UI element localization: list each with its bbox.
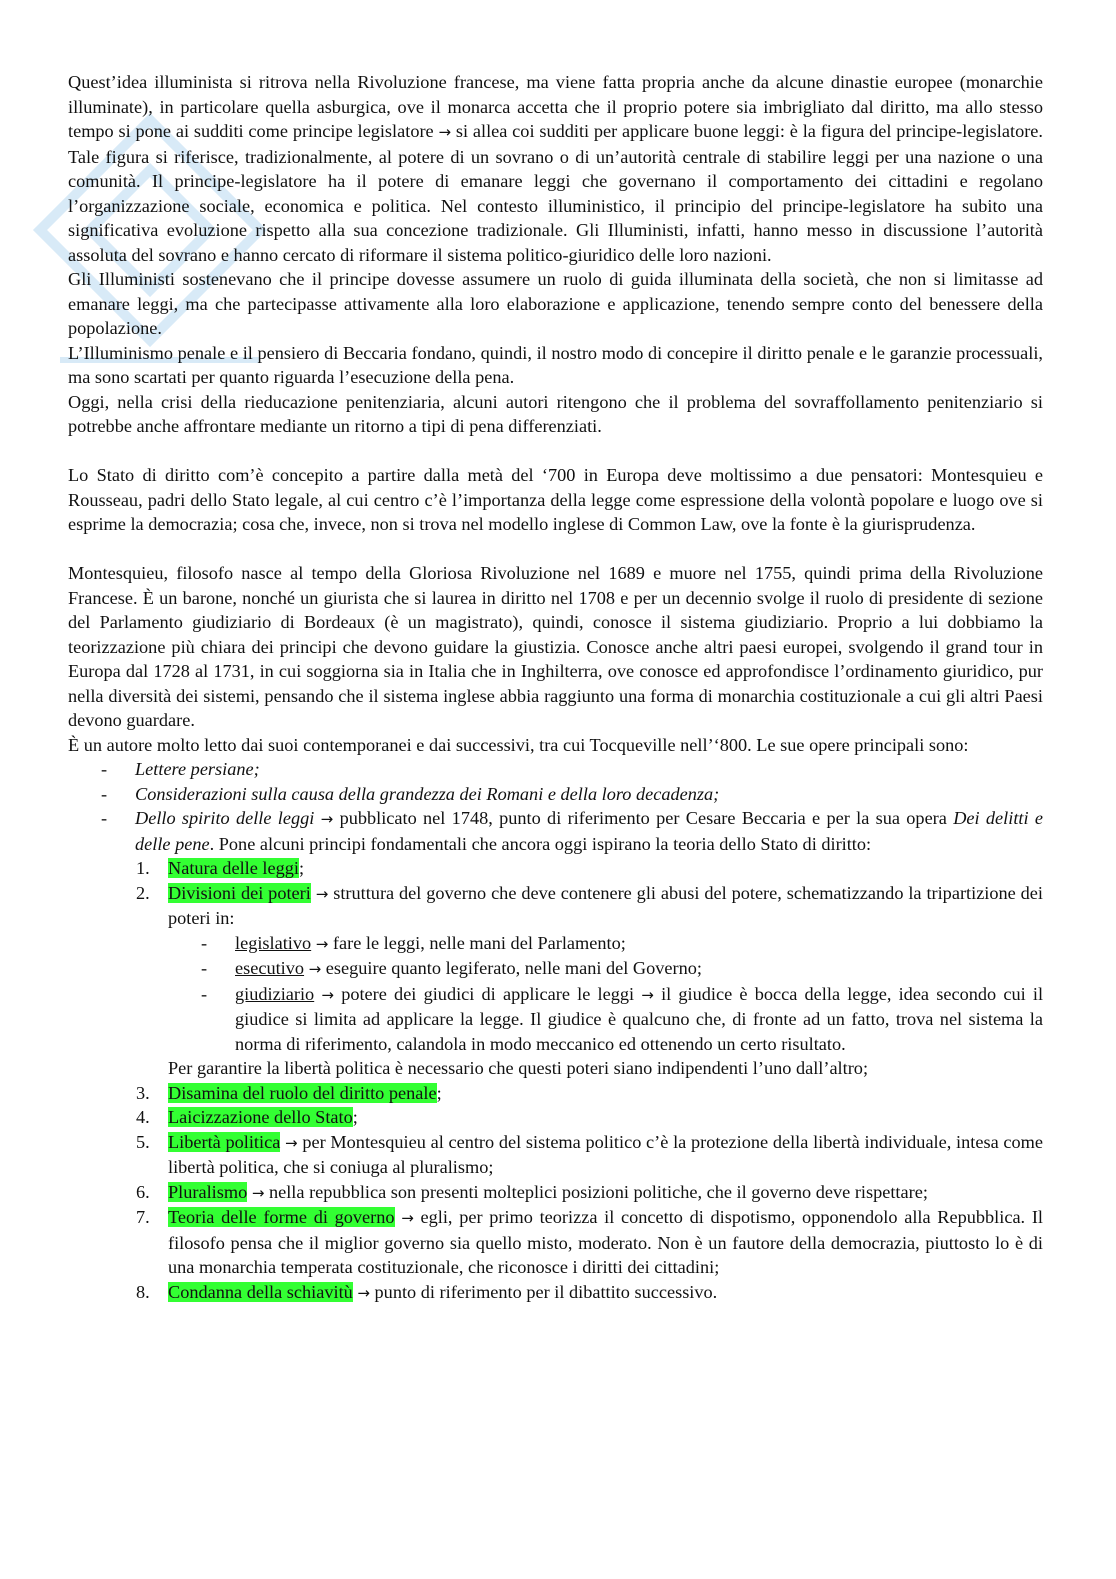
list-item: - Dello spirito delle leggi → pubblicato nel 1748, punto di riferimento per Cesare Beccaria e per la sua opera Dei delitti e delle pene. Pone alcuni principi fondamentali che ancora oggi ispirano la teoria dello Stato di diritto: [68, 806, 1043, 856]
list-item: - Lettere persiane; [68, 757, 1043, 782]
highlighted-term: Pluralismo [168, 1181, 248, 1202]
arrow-icon: → [357, 1283, 370, 1302]
list-item: 4. Laicizzazione dello Stato; [136, 1107, 358, 1127]
highlighted-term: Natura delle leggi [168, 858, 299, 878]
list-item: 3. Disamina del ruolo del diritto penale; [136, 1082, 442, 1103]
arrow-icon: → [641, 985, 654, 1004]
works-list [68, 757, 1043, 856]
highlighted-term: Teoria delle forme di governo [168, 1207, 395, 1227]
paragraph: È un autore molto letto dai suoi contemporanei e dai successivi, tra cui Tocqueville nell’‘800. Le sue opere principali sono: [68, 734, 969, 755]
principles-list [68, 856, 1043, 931]
highlighted-term: Disamina del ruolo del diritto penale [168, 1082, 437, 1103]
list-item: - legislativo → fare le leggi, nelle mani del Parlamento; [168, 931, 1043, 957]
list-item: 6. Pluralismo → nella repubblica son presenti molteplici posizioni politiche, che il governo deve rispettare; [136, 1181, 928, 1202]
arrow-icon: → [285, 1133, 298, 1152]
paragraph: Quest’idea illuminista si ritrova nella Rivoluzione francese, ma viene fatta propria anche da alcune dinastie europee (monarchie illuminate), in particolare quella asburgica, ove il monarca accetta che il proprio potere sia imbrigliato dal diritto, ma allo stesso tempo si pone ai sudditi come principe legislatore → si allea coi sudditi per applicare buone leggi: è la figura del principe-legislatore. Tale figura si riferisce, tradizionalmente, al potere di un sovrano o di un’autorità centrale di stabilire leggi per una nazione o una comunità. Il principe-legislatore ha il potere di emanare leggi che governano il comportamento dei cittadini e regolano l’organizzazione sociale, economica e politica. Nel contesto illuministico, il principio del principe-legislatore ha subito una significativa evoluzione rispetto alla sua concezione tradizionale. Gli Illuministi, infatti, hanno messo in discussione l’autorità assoluta del sovrano e hanno cercato di riformare il sistema politico-giuridico delle loro nazioni. [68, 72, 1043, 265]
list-item: - Considerazioni sulla causa della grandezza dei Romani e della loro decadenza; [68, 782, 1043, 807]
highlighted-term: Laicizzazione dello Stato [168, 1107, 353, 1127]
arrow-icon: → [315, 884, 329, 903]
list-item: 7. Teoria delle forme di governo → egli, per primo teorizza il concetto di dispotismo, opponendolo alla Repubblica. Il filosofo pensa che il miglior governo sia quello misto, moderato. Non è un fautore della democrazia, piuttosto lo è di una monarchia temperata costituzionale, che riconosce i diritti dei cittadini; [136, 1207, 1043, 1277]
arrow-icon: → [251, 1183, 265, 1202]
list-item: 2. Divisioni dei poteri → struttura del governo che deve contenere gli abusi del potere, schematizzando la tripartizione dei poteri in: [136, 882, 1044, 928]
highlighted-term: Condanna della schiavitù [168, 1281, 353, 1302]
list-item: - esecutivo → eseguire quanto legiferato, nelle mani del Governo; [168, 956, 1043, 982]
paragraph: L’Illuminismo penale e il pensiero di Beccaria fondano, quindi, il nostro modo di concepire il diritto penale e le garanzie processuali, ma sono scartati per quanto riguarda l’esecuzione della pena. [68, 342, 1043, 387]
powers-list [68, 931, 1043, 1057]
arrow-icon: → [320, 810, 334, 828]
arrow-icon: → [315, 934, 329, 953]
principles-list-continued [68, 1081, 1043, 1306]
highlighted-term: Divisioni dei poteri [168, 882, 311, 903]
list-item: - giudiziario → potere dei giudici di applicare le leggi → il giudice è bocca della legge, idea secondo cui il giudice si limita ad applicare la legge. Il giudice è qualcuno che, di fronte ad un fatto, trova nel sistema la norma di riferimento, calandola in modo meccanico ed ottenendo un certo risultato. [168, 982, 1043, 1057]
list-item: 1. Natura delle leggi; [136, 858, 305, 878]
arrow-icon: → [308, 960, 322, 978]
arrow-icon: → [438, 123, 452, 141]
paragraph: Montesquieu, filosofo nasce al tempo della Gloriosa Rivoluzione nel 1689 e muore nel 1755, quindi prima della Rivoluzione Francese. È un barone, nonché un giurista che si laurea in diritto nel 1708 e per un decennio svolge il ruolo di presidente di sezione del Parlamento giudiziario di Bordeaux (è un magistrato), quindi, conosce il sistema giudiziario. Proprio a lui dobbiamo la teorizzazione più chiara dei principi che devono guidare la giustizia. Conosce anche altri paesi europei, svolgendo il grand tour in Europa dal 1728 al 1731, in cui soggiorna sia in Italia che in Inghilterra, ove conosce ed approfondisce l’ordinamento giuridico, pur nella diversità dei sistemi, pensando che il sistema inglese abbia raggiunto una forma di monarchia costituzionale a cui gli altri Paesi devono guardare. [68, 563, 1043, 730]
paragraph: Per garantire la libertà politica è necessario che questi poteri siano indipendenti l’uno dall’altro; [168, 1058, 869, 1078]
list-item: 8. Condanna della schiavitù → punto di riferimento per il dibattito successivo. [136, 1281, 718, 1302]
list-item: 5. Libertà politica → per Montesquieu al centro del sistema politico c’è la protezione della libertà individuale, intesa come libertà politica, che si coniuga al pluralismo; [136, 1131, 1043, 1177]
paragraph: Lo Stato di diritto com’è concepito a partire dalla metà del ‘700 in Europa deve moltissimo a due pensatori: Montesquieu e Rousseau, padri dello Stato legale, al cui centro c’è l’importanza della legge come espressione della volontà popolare e luogo ove si esprime la democrazia; cosa che, invece, non si trova nel modello inglese di Common Law, ove la fonte è la giurisprudenza. [68, 465, 1043, 534]
paragraph: Gli Illuministi sostenevano che il principe dovesse assumere un ruolo di guida illuminata della società, che non si limitasse ad emanare leggi, ma che partecipasse attivamente alla loro elaborazione e applicazione, tenendo sempre conto del benessere della popolazione. [68, 269, 1043, 338]
document-page [68, 70, 1043, 1305]
arrow-icon: → [321, 985, 334, 1004]
paragraph: Oggi, nella crisi della rieducazione penitenziaria, alcuni autori ritengono che il problema del sovraffollamento penitenziario si potrebbe anche affrontare mediante un ritorno a tipi di pena differenziati. [68, 391, 1043, 436]
highlighted-term: Libertà politica [168, 1131, 281, 1152]
arrow-icon: → [401, 1209, 414, 1227]
